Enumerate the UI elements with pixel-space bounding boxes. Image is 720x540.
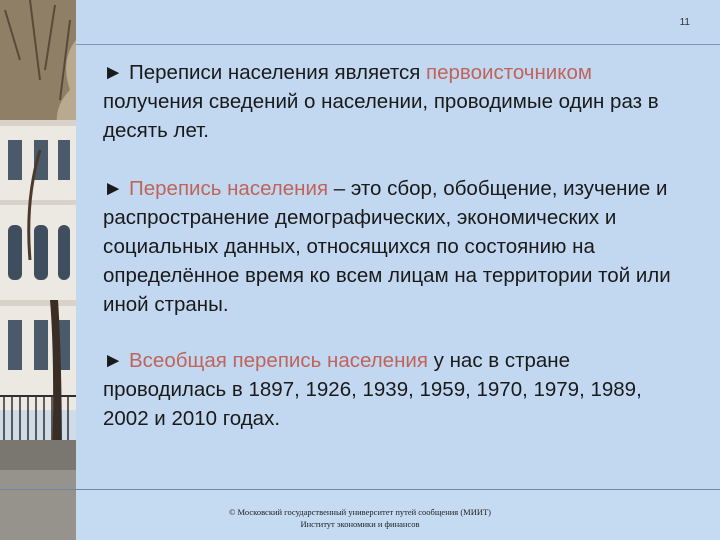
building-photo	[0, 0, 76, 540]
highlight-term: Перепись населения	[129, 177, 329, 200]
highlight-term: первоисточником	[426, 61, 592, 84]
paragraph-census-definition	[103, 174, 693, 319]
paragraph-lead: Переписи населения является	[129, 61, 427, 84]
paragraph-rest: получения сведений о населении, проводимые один раз в десять лет.	[103, 90, 659, 142]
paragraph-census-source	[103, 58, 693, 145]
paragraph-census-years	[103, 346, 693, 433]
bullet-arrow-icon: ►	[103, 177, 124, 200]
page-number: 11	[679, 17, 690, 28]
paragraph-rest: – это сбор, обобщение, изучение и распространение демографических, экономических и социальных данных, относящихся по состоянию на определённое время ко всем лицам на территории той или иной страны.	[103, 177, 671, 316]
bullet-arrow-icon: ►	[103, 349, 124, 372]
top-divider	[76, 44, 720, 45]
bullet-arrow-icon: ►	[103, 61, 124, 84]
footer-institute: Институт экономики и финансов	[300, 519, 420, 529]
highlight-term: Всеобщая перепись населения	[129, 349, 428, 372]
paragraph-rest: у нас в стране проводилась в 1897, 1926, 1939, 1959, 1970, 1979, 1989, 2002 и 2010 годах.	[103, 349, 642, 430]
footer-copyright: © Московский государственный университет путей сообщения (МИИТ)	[228, 507, 492, 517]
